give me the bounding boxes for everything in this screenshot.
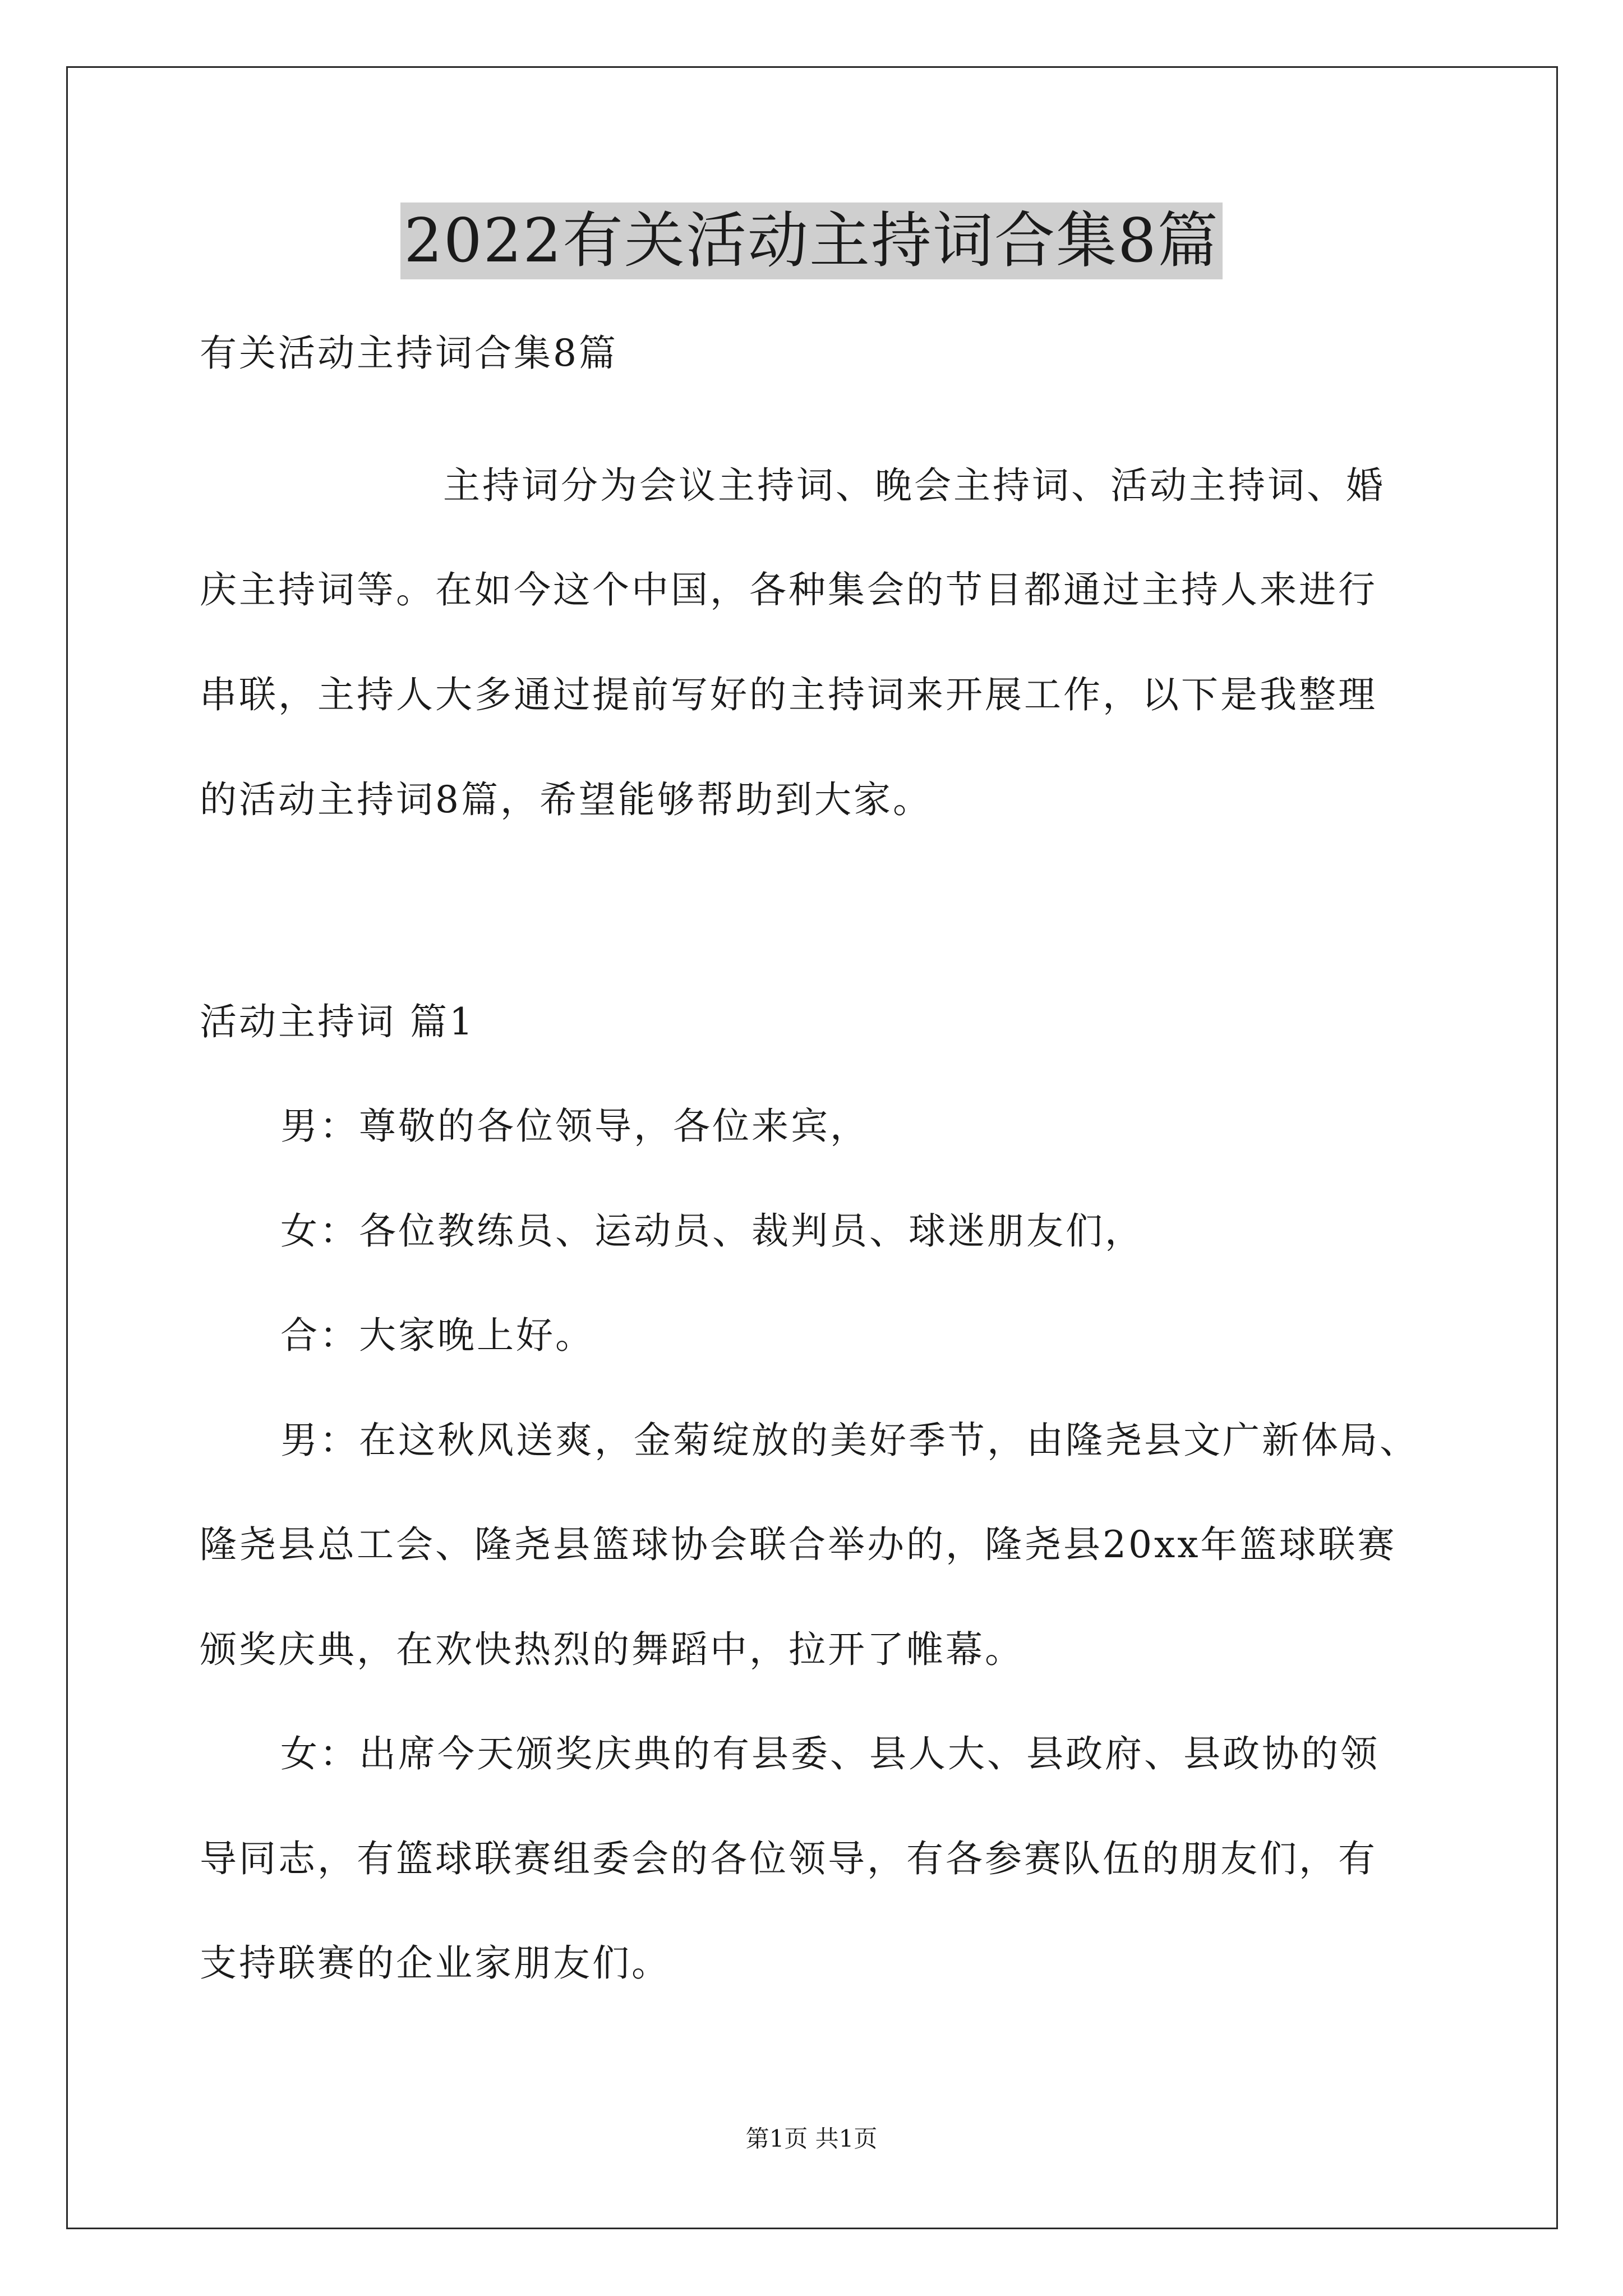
section-heading: 活动主持词 篇1 [200, 1000, 475, 1043]
intro-line-3: 串联，主持人大多通过提前写好的主持词来开展工作，以下是我整理 [200, 673, 1377, 716]
body-line-5: 隆尧县总工会、隆尧县篮球协会联合举办的，隆尧县20xx年篮球联赛 [200, 1523, 1397, 1566]
title-text-highlighted: 2022有关活动主持词合集8篇 [400, 203, 1223, 279]
body-line-6: 颁奖庆典，在欢快热烈的舞蹈中，拉开了帷幕。 [200, 1628, 1024, 1671]
document-subtitle: 有关活动主持词合集8篇 [200, 332, 618, 375]
intro-line-4: 的活动主持词8篇，希望能够帮助到大家。 [200, 778, 932, 821]
page-footer: 第1页 共1页 [745, 2125, 878, 2152]
body-line-9: 支持联赛的企业家朋友们。 [200, 1941, 671, 1985]
body-line-7: 女：出席今天颁奖庆典的有县委、县人大、县政府、县政协的领 [280, 1732, 1380, 1775]
body-line-1: 男：尊敬的各位领导，各位来宾， [280, 1105, 869, 1148]
body-line-3: 合：大家晚上好。 [280, 1314, 594, 1357]
intro-line-2: 庆主持词等。在如今这个中国，各种集会的节目都通过主持人来进行 [200, 568, 1377, 611]
body-line-2: 女：各位教练员、运动员、裁判员、球迷朋友们， [280, 1209, 1144, 1253]
intro-line-1: 主持词分为会议主持词、晚会主持词、活动主持词、婚 [443, 464, 1385, 507]
document-title [0, 202, 1623, 280]
body-line-8: 导同志，有篮球联赛组委会的各位领导，有各参赛队伍的朋友们，有 [200, 1837, 1377, 1880]
body-line-4: 男：在这秋风送爽，金菊绽放的美好季节，由隆尧县文广新体局、 [280, 1419, 1419, 1462]
